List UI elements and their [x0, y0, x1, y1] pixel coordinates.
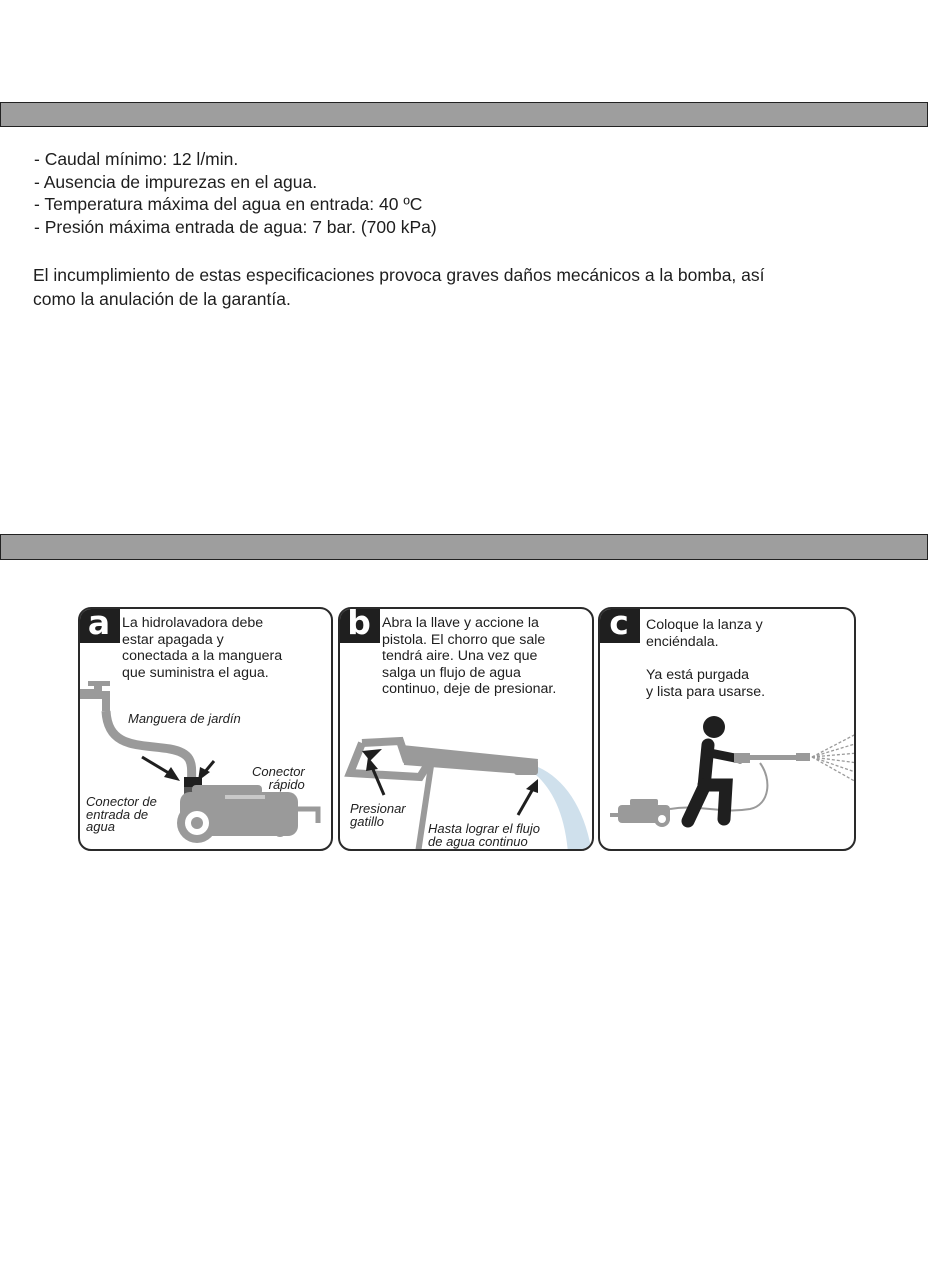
- spec-item-temperature: - Temperatura máxima del agua en entrada: 40 ºC: [34, 194, 423, 214]
- spec-item-flow: - Caudal mínimo: 12 l/min.: [34, 149, 239, 169]
- garden-hose-label: Manguera de jardín: [128, 711, 241, 726]
- step-panel-b: [338, 607, 594, 851]
- step-panel-a: [78, 607, 333, 851]
- quick-connector-label: Conector rápido: [252, 764, 305, 792]
- water-inlet-connector-label: Conector de entrada de agua: [86, 794, 157, 834]
- step-badge-a: a: [78, 607, 120, 643]
- step-c-ready-text: Ya está purgada y lista para usarse.: [646, 667, 766, 700]
- step-badge-b: b: [338, 607, 380, 643]
- person-spraying-illustration: [600, 609, 856, 851]
- step-b-instructions: Abra la llave y accione la pistola. El chorro que sale tendrá aire. Una vez que salga un flujo de agua continuo, deje de presionar.: [382, 615, 557, 697]
- spec-item-impurities: - Ausencia de impurezas en el agua.: [34, 171, 318, 192]
- step-a-instructions: La hidrolavadora debe estar apagada y conectada a la manguera que suministra el agua.: [122, 615, 283, 681]
- press-trigger-label: Presionar gatillo: [350, 801, 406, 829]
- spec-item-pressure: - Presión máxima entrada de agua: 7 bar. (700 kPa): [34, 216, 437, 237]
- step-panel-c: [598, 607, 856, 851]
- section-header-bar-1: [0, 102, 928, 127]
- warranty-warning: El incumplimiento de estas especificaciones provoca graves daños mecánicos a la bomba, así como la anulación de la garantía.: [33, 265, 765, 309]
- continuous-flow-label: Hasta lograr el flujo de agua continuo: [428, 821, 540, 849]
- spec-list: [34, 148, 437, 238]
- step-c-instructions: Coloque la lanza y enciéndala.: [646, 617, 763, 650]
- section-header-bar-2: [0, 534, 928, 560]
- step-badge-c: c: [598, 607, 640, 643]
